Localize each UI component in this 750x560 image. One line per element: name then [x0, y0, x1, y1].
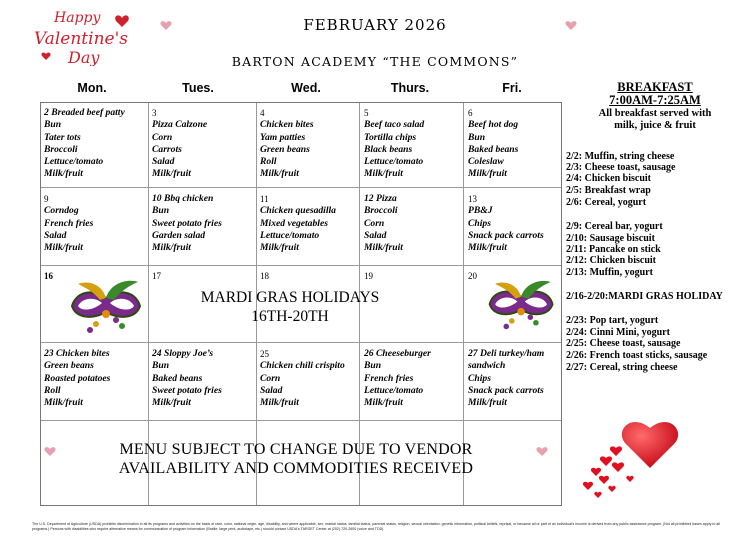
menu-line: Corn: [152, 131, 173, 143]
menu-line: Chips: [468, 217, 491, 229]
day-number: 6: [468, 108, 473, 118]
day-header-fri: Fri.: [502, 81, 522, 95]
menu-line: Carrots: [152, 143, 182, 155]
notice-line-1: MENU SUBJECT TO CHANGE DUE TO VENDOR: [119, 441, 473, 458]
mardi-gras-mask-icon: [66, 276, 148, 342]
usda-footer: The U.S. Department of Agriculture (USDA) prohibits discrimination in all its programs and activities on the basis of race, color, national origin, age, disability, and where applicable, sex, marital status, familial status, parental status, religion, sexual orientation, genetic information, political beliefs, reprisal, or because all or part of an individual's income is derived from any public assistance program. (Not all prohibited bases apply to all programs.) Persons with disabilities who require alternative means for communication of program information (Braille, large print, audiotape, etc.) should contact USDA's TARGET Center at (202) 720-2600 (voice and TDD).: [32, 522, 720, 531]
breakfast-item: 2/3: Cheese toast, sausage: [566, 162, 676, 173]
menu-cell-10: [148, 190, 255, 254]
heart-cluster-icon: [574, 412, 690, 502]
menu-line: Milk/fruit: [44, 242, 83, 254]
menu-line: Bun: [364, 360, 382, 372]
menu-line: Milk/fruit: [364, 397, 403, 409]
menu-line: Salad: [44, 229, 67, 241]
menu-line: Chips: [468, 372, 491, 384]
menu-line: Bun: [44, 119, 62, 131]
day-header-wed: Wed.: [291, 81, 321, 95]
menu-line: Milk/fruit: [44, 397, 83, 409]
menu-cell-27: [464, 345, 562, 409]
menu-line: Beef taco salad: [364, 119, 425, 131]
menu-line: Lettuce/tomato: [260, 229, 320, 241]
menu-line: Lettuce/tomato: [364, 384, 424, 396]
menu-line: Bun: [152, 360, 170, 372]
menu-line: Milk/fruit: [44, 168, 83, 180]
logo-line-3: Day: [68, 48, 100, 66]
menu-line: Yam patties: [260, 131, 306, 143]
menu-line: Snack pack carrots: [468, 229, 544, 241]
day-number: 9: [44, 194, 49, 204]
breakfast-item: 2/10: Sausage biscuit: [566, 233, 655, 244]
menu-cell-17: [148, 267, 255, 282]
menu-line: Green beans: [260, 143, 310, 155]
menu-cell-6: [464, 104, 562, 181]
menu-line: Garden salad: [152, 229, 206, 241]
menu-line: Mixed vegetables: [260, 217, 328, 229]
menu-line: 24 Sloppy Joe’s: [152, 348, 214, 359]
breakfast-title: BREAKFAST: [617, 80, 693, 94]
menu-cell-24: [148, 345, 255, 409]
menu-line: French fries: [364, 372, 414, 384]
menu-line: PB&J: [468, 205, 493, 217]
menu-line: 26 Cheeseburger: [364, 348, 431, 359]
menu-line: Baked beans: [152, 372, 203, 384]
breakfast-item: 2/4: Chicken biscuit: [566, 173, 652, 184]
menu-line: Lettuce/tomato: [364, 156, 424, 168]
menu-line: 10 Bbq chicken: [152, 193, 214, 204]
breakfast-item: 2/5: Breakfast wrap: [566, 185, 651, 196]
day-number: 16: [44, 271, 53, 281]
menu-line: Sweet potato fries: [152, 217, 222, 229]
breakfast-holiday: 2/16-2/20:MARDI GRAS HOLIDAY: [566, 291, 723, 302]
day-number: 3: [152, 108, 157, 118]
menu-line: Milk/fruit: [468, 242, 507, 254]
menu-line: Tortilla chips: [364, 131, 417, 143]
menu-line: Coleslaw: [468, 156, 504, 168]
page-subtitle: BARTON ACADEMY “THE COMMONS”: [231, 54, 519, 69]
menu-cell-13: [464, 190, 562, 254]
menu-line: Bun: [468, 131, 486, 143]
menu-line: Snack pack carrots: [468, 384, 544, 396]
menu-line: Pizza Calzone: [152, 119, 208, 131]
menu-line: Green beans: [44, 360, 94, 372]
menu-line: Milk/fruit: [152, 242, 191, 254]
menu-line: 23 Chicken bites: [44, 348, 110, 359]
menu-cell-25: [256, 345, 359, 409]
menu-line: Milk/fruit: [364, 168, 403, 180]
menu-line: Roll: [44, 384, 61, 396]
menu-line: Baked beans: [468, 143, 519, 155]
menu-line: Milk/fruit: [260, 168, 299, 180]
menu-line: Broccoli: [44, 143, 78, 155]
menu-line: Milk/fruit: [152, 397, 191, 409]
breakfast-item: 2/26: French toast sticks, sausage: [566, 350, 708, 361]
menu-line: 12 Pizza: [364, 193, 397, 204]
day-number: 18: [260, 271, 269, 281]
breakfast-note: [560, 108, 750, 132]
breakfast-note-line-2: milk, juice & fruit: [614, 120, 696, 131]
logo-line-1: Happy: [54, 10, 101, 26]
breakfast-item: 2/9: Cereal bar, yogurt: [566, 221, 663, 232]
day-number: 5: [364, 108, 369, 118]
mardi-gras-line-2: 16TH-20TH: [251, 308, 329, 325]
day-number: 11: [260, 194, 269, 204]
breakfast-note-line-1: All breakfast served with: [598, 108, 712, 119]
menu-line: Chicken chili crispito: [260, 360, 345, 372]
menu-line: Sweet potato fries: [152, 384, 222, 396]
mardi-gras-banner: [150, 288, 430, 326]
menu-line: 2 Breaded beef patty: [44, 107, 125, 118]
breakfast-item: 2/13: Muffin, yogurt: [566, 267, 653, 278]
menu-line: Salad: [260, 384, 283, 396]
breakfast-item: 2/6: Cereal, yogurt: [566, 197, 647, 208]
day-header-thu: Thurs.: [390, 81, 430, 95]
menu-line: Beef hot dog: [468, 119, 519, 131]
menu-cell-3: [148, 104, 255, 181]
day-header-tue: Tues.: [182, 81, 214, 95]
mardi-gras-mask-icon: [484, 276, 560, 338]
menu-line: Tater tots: [44, 131, 81, 143]
menu-line: Milk/fruit: [260, 397, 299, 409]
menu-line: Corndog: [44, 205, 79, 217]
menu-line: Milk/fruit: [260, 242, 299, 254]
breakfast-item: 2/12: Chicken biscuit: [566, 255, 657, 266]
menu-cell-23: [40, 345, 147, 409]
menu-cell-18: [256, 267, 359, 282]
menu-line: Milk/fruit: [364, 242, 403, 254]
breakfast-item: 2/25: Cheese toast, sausage: [566, 338, 681, 349]
menu-cell-19: [360, 267, 463, 282]
menu-line: Salad: [152, 156, 175, 168]
mardi-gras-line-1: MARDI GRAS HOLIDAYS: [200, 289, 380, 306]
menu-cell-9: [40, 190, 147, 254]
menu-line: Roll: [260, 156, 277, 168]
menu-line: sandwich: [468, 360, 506, 372]
menu-line: Bun: [152, 205, 170, 217]
menu-line: Milk/fruit: [468, 397, 507, 409]
day-number: 25: [260, 349, 269, 359]
breakfast-item: 2/2: Muffin, string cheese: [566, 151, 675, 162]
day-number: 17: [152, 271, 161, 281]
day-number: 19: [364, 271, 373, 281]
menu-line: Broccoli: [364, 205, 398, 217]
menu-notice: [46, 440, 546, 478]
breakfast-time: 7:00AM-7:25AM: [609, 93, 701, 107]
breakfast-item: 2/11: Pancake on stick: [566, 244, 661, 255]
notice-line-2: AVAILABILITY AND COMMODITIES RECEIVED: [118, 460, 474, 477]
menu-line: Chicken quesadilla: [260, 205, 336, 217]
page-title: FEBRUARY 2026: [303, 16, 447, 34]
menu-cell-26: [360, 345, 463, 409]
breakfast-item: 2/23: Pop tart, yogurt: [566, 315, 659, 326]
day-number: 20: [468, 271, 477, 281]
logo-line-2: Valentine's: [34, 29, 128, 49]
menu-line: Chicken bites: [260, 119, 314, 131]
menu-line: French fries: [44, 217, 94, 229]
menu-line: Corn: [364, 217, 385, 229]
menu-line: Milk/fruit: [152, 168, 191, 180]
day-header-mon: Mon.: [77, 81, 107, 95]
menu-cell-4: [256, 104, 359, 181]
menu-line: Black beans: [364, 143, 413, 155]
menu-cell-11: [256, 190, 359, 254]
menu-cell-12: [360, 190, 463, 254]
menu-line: Salad: [364, 229, 387, 241]
menu-line: Corn: [260, 372, 281, 384]
day-number: 13: [468, 194, 477, 204]
breakfast-item: 2/24: Cinni Mini, yogurt: [566, 327, 670, 338]
menu-cell-2: [40, 104, 147, 181]
breakfast-heading: [560, 81, 750, 107]
menu-line: 27 Deli turkey/ham: [468, 348, 545, 359]
menu-line: Roasted potatoes: [44, 372, 111, 384]
menu-line: Milk/fruit: [468, 168, 507, 180]
menu-cell-5: [360, 104, 463, 181]
breakfast-item: 2/27: Cereal, string cheese: [566, 362, 678, 373]
day-number: 4: [260, 108, 265, 118]
menu-line: Lettuce/tomato: [44, 156, 104, 168]
